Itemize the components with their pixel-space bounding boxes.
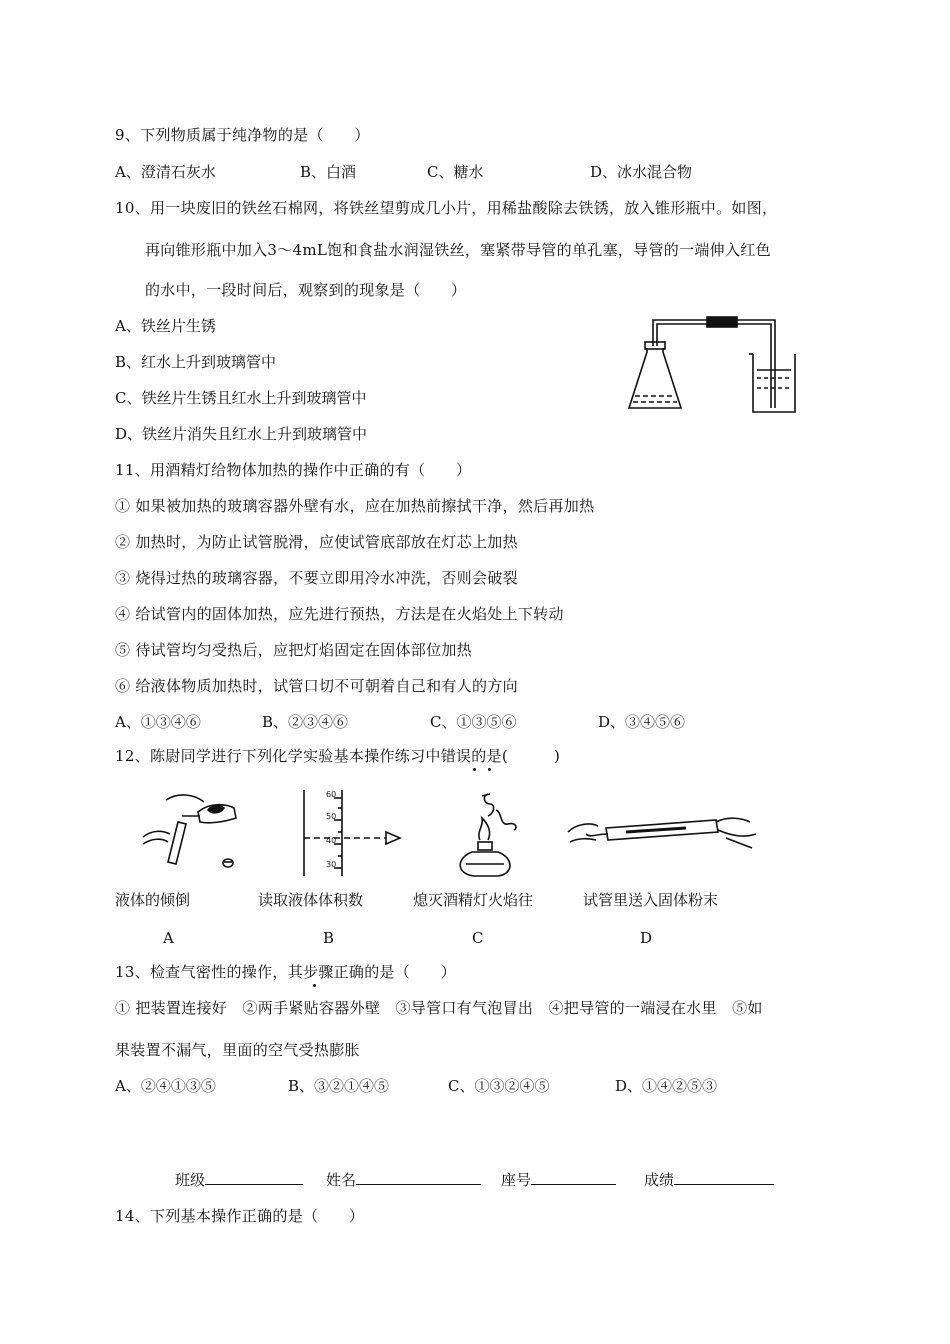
q11-option-b: B、②③④⑥ — [262, 713, 349, 731]
flask-beaker-apparatus-figure — [625, 308, 805, 418]
q13-steps-line2: 果装置不漏气，里面的空气受热膨胀 — [115, 1041, 360, 1059]
q13-option-a: A、②④①③⑤ — [115, 1077, 216, 1095]
q12-caption-c: 熄灭酒精灯火焰往 — [413, 891, 534, 909]
q12-caption-a: 液体的倾倒 — [115, 891, 191, 909]
q11-stem: 11、用酒精灯给物体加热的操作中正确的有（ ） — [115, 461, 472, 479]
q12-letter-b: B — [323, 929, 335, 947]
q11-option-d: D、③④⑤⑥ — [598, 713, 686, 731]
class-label: 班级 — [175, 1171, 206, 1189]
q12-letter-d: D — [640, 929, 653, 947]
alcohol-lamp-figure — [452, 790, 532, 880]
cylinder-tick-50: 50 — [326, 812, 337, 821]
graduated-cylinder-figure — [296, 788, 416, 878]
seat-label: 座号 — [501, 1171, 532, 1189]
q10-option-a: A、铁丝片生锈 — [115, 317, 216, 335]
class-field — [175, 1170, 303, 1190]
q10-option-d: D、铁丝片消失且红水上升到玻璃管中 — [115, 425, 368, 443]
q13-steps-line1: ① 把装置连接好 ②两手紧贴容器外壁 ③导管口有气泡冒出 ④把导管的一端浸在水里 ⑤如 — [115, 999, 763, 1017]
q11-item-2: ② 加热时，为防止试管脱滑，应使试管底部放在灯芯上加热 — [115, 533, 518, 551]
q11-item-1: ① 如果被加热的玻璃容器外壁有水，应在加热前擦拭干净，然后再加热 — [115, 497, 595, 515]
q11-item-4: ④ 给试管内的固体加热，应先进行预热，方法是在火焰处上下转动 — [115, 605, 564, 623]
q13-option-d: D、①④②⑤③ — [615, 1077, 718, 1095]
score-blank[interactable] — [674, 1170, 774, 1185]
q11-item-5: ⑤ 待试管均匀受热后，应把灯焰固定在固体部位加热 — [115, 641, 472, 659]
q12-caption-d: 试管里送入固体粉末 — [583, 891, 719, 909]
q10-option-b: B、红水上升到玻璃管中 — [115, 353, 277, 371]
q10-stem-line2: 再向锥形瓶中加入3～4mL饱和食盐水润湿铁丝，塞紧带导管的单孔塞，导管的一端伸入红色 — [145, 241, 771, 259]
emphasis-dot — [473, 768, 476, 771]
emphasis-dot — [488, 768, 491, 771]
name-label: 姓名 — [326, 1171, 357, 1189]
q13-option-b: B、③②①④⑤ — [288, 1077, 390, 1095]
q10-stem-line3: 的水中，一段时间后，观察到的现象是（ ） — [145, 281, 467, 299]
class-blank[interactable] — [205, 1170, 303, 1185]
q13-option-c: C、①③②④⑤ — [448, 1077, 550, 1095]
score-label: 成绩 — [644, 1171, 675, 1189]
cylinder-tick-60: 60 — [326, 790, 337, 799]
cylinder-tick-40: 40 — [326, 836, 337, 845]
q9-option-d: D、冰水混合物 — [590, 163, 693, 181]
name-blank[interactable] — [356, 1170, 481, 1185]
powder-into-test-tube-figure — [566, 808, 761, 860]
q12-stem: 12、陈尉同学进行下列化学实验基本操作练习中错误的是( ) — [115, 747, 561, 765]
q11-item-6: ⑥ 给液体物质加热时，试管口切不可朝着自己和有人的方向 — [115, 677, 518, 695]
seat-field — [501, 1170, 616, 1190]
q10-stem-line1: 10、用一块废旧的铁丝石棉网，将铁丝望剪成几小片，用稀盐酸除去铁锈，放入锥形瓶中。如图， — [115, 199, 778, 217]
q11-option-a: A、①③④⑥ — [115, 713, 201, 731]
score-field — [644, 1170, 774, 1190]
seat-blank[interactable] — [531, 1170, 616, 1185]
emphasis-dot — [313, 984, 316, 987]
q9-stem: 9、下列物质属于纯净物的是（ ） — [115, 126, 370, 144]
q12-letter-c: C — [472, 929, 484, 947]
q10-option-c: C、铁丝片生锈且红水上升到玻璃管中 — [115, 389, 367, 407]
pouring-liquid-figure — [138, 792, 243, 874]
q9-option-a: A、澄清石灰水 — [115, 163, 216, 181]
cylinder-tick-30: 30 — [326, 860, 337, 869]
q12-letter-a: A — [163, 929, 174, 947]
q13-stem: 13、检查气密性的操作，其步骤正确的是（ ） — [115, 963, 456, 981]
q11-option-c: C、①③⑤⑥ — [430, 713, 517, 731]
q9-option-c: C、糖水 — [427, 163, 484, 181]
q9-option-b: B、白酒 — [300, 163, 357, 181]
q11-item-3: ③ 烧得过热的玻璃容器，不要立即用冷水冲洗，否则会破裂 — [115, 569, 518, 587]
q12-caption-b: 读取液体体积数 — [258, 891, 364, 909]
q14-stem: 14、下列基本操作正确的是（ ） — [115, 1207, 365, 1225]
name-field — [326, 1170, 481, 1190]
